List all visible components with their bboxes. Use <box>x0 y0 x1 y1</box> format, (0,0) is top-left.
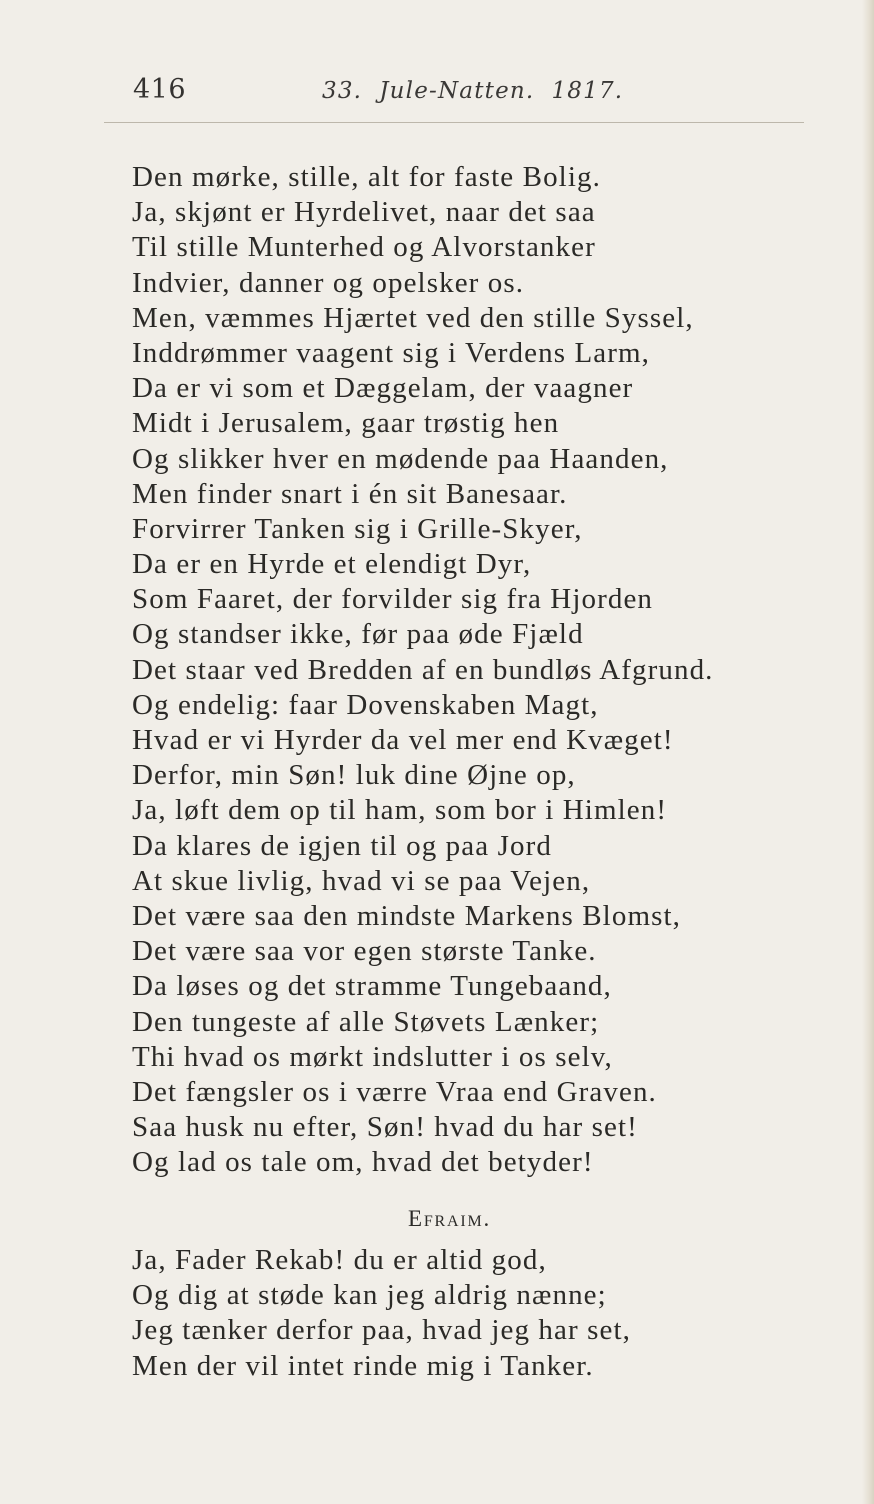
verse-line: Den tungeste af alle Støvets Lænker; <box>132 1005 600 1038</box>
verse-line: Ja, løft dem op til ham, som bor i Himlen! <box>132 794 668 827</box>
verse-line: Thi hvad os mørkt indslutter i os selv, <box>132 1040 613 1073</box>
verse-line: Og lad os tale om, hvad det betyder! <box>132 1146 594 1179</box>
verse-line: Men der vil intet rinde mig i Tanker. <box>132 1349 594 1382</box>
verse-block <box>132 160 714 1180</box>
verse-line: Og standser ikke, før paa øde Fjæld <box>132 618 584 651</box>
verse-line: Da løses og det stramme Tungebaand, <box>132 970 612 1003</box>
speaker-name: Efraim. <box>408 1206 492 1231</box>
verse-line: Da er en Hyrde et elendigt Dyr, <box>132 548 532 581</box>
verse-line: Ja, Fader Rekab! du er altid god, <box>132 1244 547 1276</box>
verse-line: Det være saa den mindste Markens Blomst, <box>132 899 681 932</box>
verse-line: Men, væmmes Hjærtet ved den stille Syssel, <box>132 301 694 334</box>
verse-line: Midt i Jerusalem, gaar trøstig hen <box>132 407 560 440</box>
verse-line: Da er vi som et Dæggelam, der vaagner <box>132 372 634 405</box>
verse-line: At skue livlig, hvad vi se paa Vejen, <box>132 864 591 897</box>
verse-line: Det staar ved Bredden af en bundløs Afgrund. <box>132 653 714 686</box>
page-number: 416 <box>133 74 187 105</box>
verse-line: Ja, skjønt er Hyrdelivet, naar det saa <box>132 196 596 229</box>
verse-line: Som Faaret, der forvilder sig fra Hjorden <box>132 583 654 616</box>
verse-line: Forvirrer Tanken sig i Grille-Skyer, <box>132 512 583 545</box>
page-header <box>133 72 823 112</box>
verse-line: Hvad er vi Hyrder da vel mer end Kvæget! <box>132 724 674 756</box>
verse-line: Inddrømmer vaagent sig i Verdens Larm, <box>132 336 651 369</box>
verse-line: Og dig at støde kan jeg aldrig nænne; <box>132 1279 607 1312</box>
verse-line: Den mørke, stille, alt for faste Bolig. <box>132 161 601 193</box>
running-head: 33. Jule-Natten. 1817. <box>322 78 624 104</box>
header-rule <box>104 122 804 123</box>
verse-line: Da klares de igjen til og paa Jord <box>132 829 552 862</box>
verse-line: Jeg tænker derfor paa, hvad jeg har set, <box>132 1314 631 1347</box>
page-edge <box>862 0 874 1504</box>
verse-line: Og slikker hver en mødende paa Haanden, <box>132 442 669 475</box>
verse-line: Det være saa vor egen største Tanke. <box>132 935 597 968</box>
verse-line: Og endelig: faar Dovenskaben Magt, <box>132 688 599 721</box>
verse-block-2 <box>132 1243 631 1384</box>
verse-line: Til stille Munterhed og Alvorstanker <box>132 231 596 264</box>
verse-line: Det fængsler os i værre Vraa end Graven. <box>132 1075 657 1108</box>
verse-line: Saa husk nu efter, Søn! hvad du har set! <box>132 1111 638 1144</box>
verse-line: Indvier, danner og opelsker os. <box>132 266 525 299</box>
verse-line: Derfor, min Søn! luk dine Øjne op, <box>132 759 576 792</box>
verse-line: Men finder snart i én sit Banesaar. <box>132 477 568 510</box>
